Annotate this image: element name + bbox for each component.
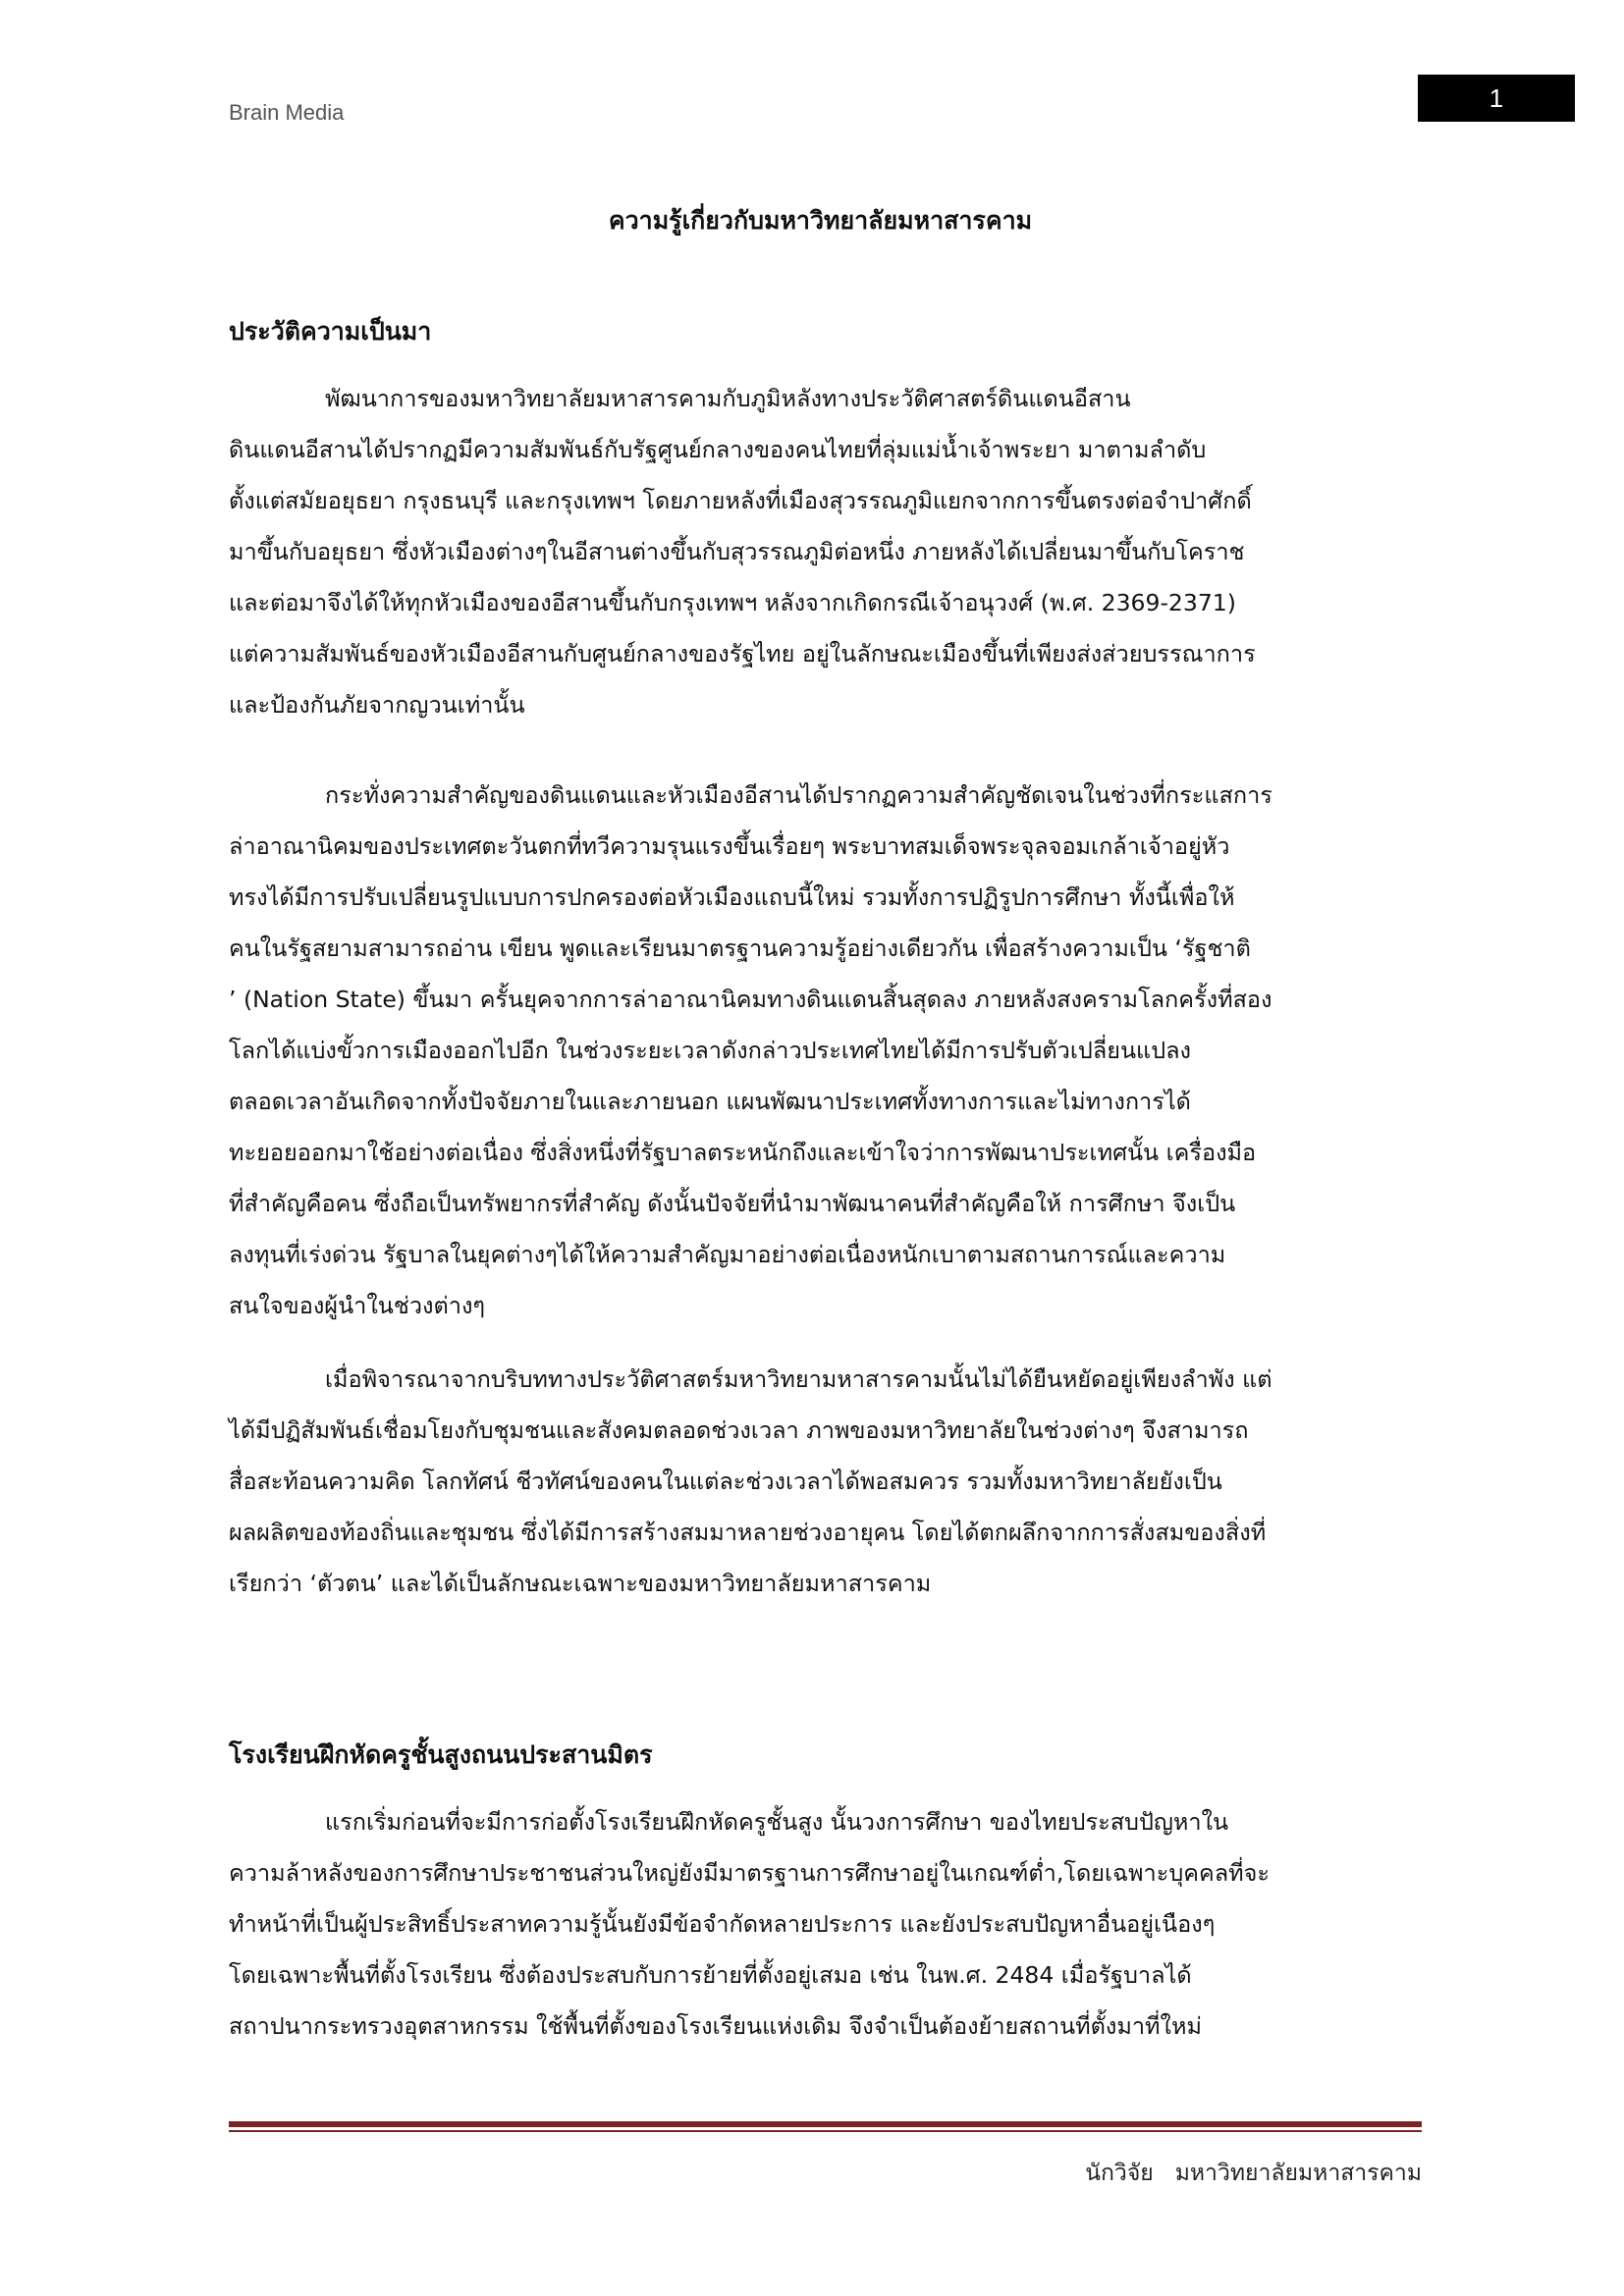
text-line: คนในรัฐสยามสามารถอ่าน เขียน พูดและเรียนมาตรฐานความรู้อย่างเดียวกัน เพื่อสร้างความเป็น ‘รัฐชาติ	[229, 934, 1251, 962]
page-number: 1	[1418, 75, 1575, 122]
text-line: โลกได้แบ่งขั้วการเมืองออกไปอีก ในช่วงระยะเวลาดังกล่าวประเทศไทยได้มีการปรับตัวเปลี่ยนแปลง	[229, 1037, 1192, 1064]
footer-divider-thin	[229, 2130, 1422, 2132]
paragraph-history-2	[229, 770, 1412, 1331]
footer-text: นักวิจัย มหาวิทยาลัยมหาสารคาม	[1085, 2161, 1422, 2186]
text-line: และต่อมาจึงได้ให้ทุกหัวเมืองของอีสานขึ้นกับกรุงเทพฯ หลังจากเกิดกรณีเจ้าอนุวงศ์ (พ.ศ. 2369-2371)	[229, 589, 1236, 616]
text-line: สถาปนากระทรวงอุตสาหกรรม ใช้พื้นที่ตั้งของโรงเรียนแห่งเดิม จึงจำเป็นต้องย้ายสถานที่ตั้งมาที่ใหม่	[229, 2012, 1202, 2040]
paragraph-history-1	[229, 373, 1412, 730]
text-line: ตั้งแต่สมัยอยุธยา กรุงธนบุรี และกรุงเทพฯ โดยภายหลังที่เมืองสุวรรณภูมิแยกจากการขึ้นตรงต่อจำปาศักดิ์	[229, 487, 1252, 514]
text-line: ได้มีปฏิสัมพันธ์เชื่อมโยงกับชุมชนและสังคมตลอดช่วงเวลา ภาพของมหาวิทยาลัยในช่วงต่างๆ จึงสามารถ	[229, 1416, 1249, 1444]
text-line: ล่าอาณานิคมของประเทศตะวันตกที่ทวีความรุนแรงขึ้นเรื่อยๆ พระบาทสมเด็จพระจุลจอมเกล้าเจ้าอยู่หัว	[229, 832, 1230, 860]
text-line: ลงทุนที่เร่งด่วน รัฐบาลในยุคต่างๆได้ให้ความสำคัญมาอย่างต่อเนื่องหนักเบาตามสถานการณ์และความ	[229, 1241, 1226, 1268]
text-line: ความล้าหลังของการศึกษาประชาชนส่วนใหญ่ยังมีมาตรฐานการศึกษาอยู่ในเกณฑ์ต่ำ,โดยเฉพาะบุคคลที่จะ	[229, 1859, 1270, 1887]
text-line: มาขึ้นกับอยุธยา ซึ่งหัวเมืองต่างๆในอีสานต่างขึ้นกับสุวรรณภูมิต่อหนึ่ง ภายหลังได้เปลี่ยนมาขึ้นกับโคราช	[229, 538, 1245, 565]
text-line: ’ (Nation State) ขึ้นมา ครั้นยุคจากการล่าอาณานิคมทางดินแดนสิ้นสุดลง ภายหลังสงครามโลกครั้งที่สอง	[229, 986, 1272, 1013]
text-line: ตลอดเวลาอันเกิดจากทั้งปัจจัยภายในและภายนอก แผนพัฒนาประเทศทั้งทางการและไม่ทางการได้	[229, 1088, 1191, 1115]
paragraph-school-1	[229, 1796, 1412, 2052]
text-line: ดินแดนอีสานได้ปรากฏมีความสัมพันธ์กับรัฐศูนย์กลางของคนไทยที่ลุ่มแม่น้ำเจ้าพระยา มาตามลำดับ	[229, 436, 1207, 463]
section-heading-school: โรงเรียนฝึกหัดครูชั้นสูงถนนประสานมิตร	[229, 1740, 653, 1769]
document-title: ความรู้เกี่ยวกับมหาวิทยาลัยมหาสารคาม	[608, 206, 1033, 235]
text-line: เมื่อพิจารณาจากบริบททางประวัติศาสตร์มหาวิทยามหาสารคามนั้นไม่ได้ยืนหยัดอยู่เพียงลำพัง แต่	[325, 1365, 1272, 1393]
text-line: สนใจของผู้นำในช่วงต่างๆ	[229, 1292, 486, 1319]
paragraph-history-3	[229, 1354, 1412, 1609]
text-line: โดยเฉพาะพื้นที่ตั้งโรงเรียน ซึ่งต้องประสบกับการย้ายที่ตั้งอยู่เสมอ เช่น ในพ.ศ. 2484 เมื่อรัฐบาลได้	[229, 1961, 1192, 1989]
text-line: แต่ความสัมพันธ์ของหัวเมืองอีสานกับศูนย์กลางของรัฐไทย อยู่ในลักษณะเมืองขึ้นที่เพียงส่งส่วยบรรณาการ	[229, 640, 1256, 667]
text-line: สื่อสะท้อนความคิด โลกทัศน์ ชีวทัศน์ของคนในแต่ละช่วงเวลาได้พอสมควร รวมทั้งมหาวิทยาลัยยังเป็น	[229, 1468, 1222, 1495]
text-line: ทำหน้าที่เป็นผู้ประสิทธิ์ประสาทความรู้นั้นยังมีข้อจำกัดหลายประการ และยังประสบปัญหาอื่นอยู่เนืองๆ	[229, 1910, 1216, 1938]
text-line: กระทั่งความสำคัญของดินแดนและหัวเมืองอีสานได้ปรากฏความสำคัญชัดเจนในช่วงที่กระแสการ	[325, 781, 1272, 809]
text-line: ที่สำคัญคือคน ซึ่งถือเป็นทรัพยากรที่สำคัญ ดังนั้นปัจจัยที่นำมาพัฒนาคนที่สำคัญคือให้ การศึกษา จึงเป็น	[229, 1190, 1236, 1217]
text-line: แรกเริ่มก่อนที่จะมีการก่อตั้งโรงเรียนฝึกหัดครูชั้นสูง นั้นวงการศึกษา ของไทยประสบปัญหาใน	[325, 1808, 1229, 1836]
text-line: ทรงได้มีการปรับเปลี่ยนรูปแบบการปกครองต่อหัวเมืองแถบนี้ใหม่ รวมทั้งการปฏิรูปการศึกษา ทั้งนี้เพื่อให้	[229, 883, 1235, 911]
text-line: พัฒนาการของมหาวิทยาลัยมหาสารคามกับภูมิหลังทางประวัติศาสตร์ดินแดนอีสาน	[325, 385, 1131, 412]
text-line: เรียกว่า ‘ตัวตน’ และได้เป็นลักษณะเฉพาะของมหาวิทยาลัยมหาสารคาม	[229, 1570, 932, 1597]
header-brand: Brain Media	[229, 100, 345, 125]
text-line: ผลผลิตของท้องถิ่นและชุมชน ซึ่งได้มีการสร้างสมมาหลายช่วงอายุคน โดยได้ตกผลึกจากการสั่งสมของสิ่งที่	[229, 1519, 1267, 1546]
text-line: ทะยอยออกมาใช้อย่างต่อเนื่อง ซึ่งสิ่งหนึ่งที่รัฐบาลตระหนักถึงและเข้าใจว่าการพัฒนาประเทศนั้น เครื่องมือ	[229, 1139, 1257, 1166]
text-line: และป้องกันภัยจากญวนเท่านั้น	[229, 691, 525, 719]
section-heading-history: ประวัติความเป็นมา	[229, 317, 432, 346]
footer-divider	[229, 2121, 1422, 2127]
